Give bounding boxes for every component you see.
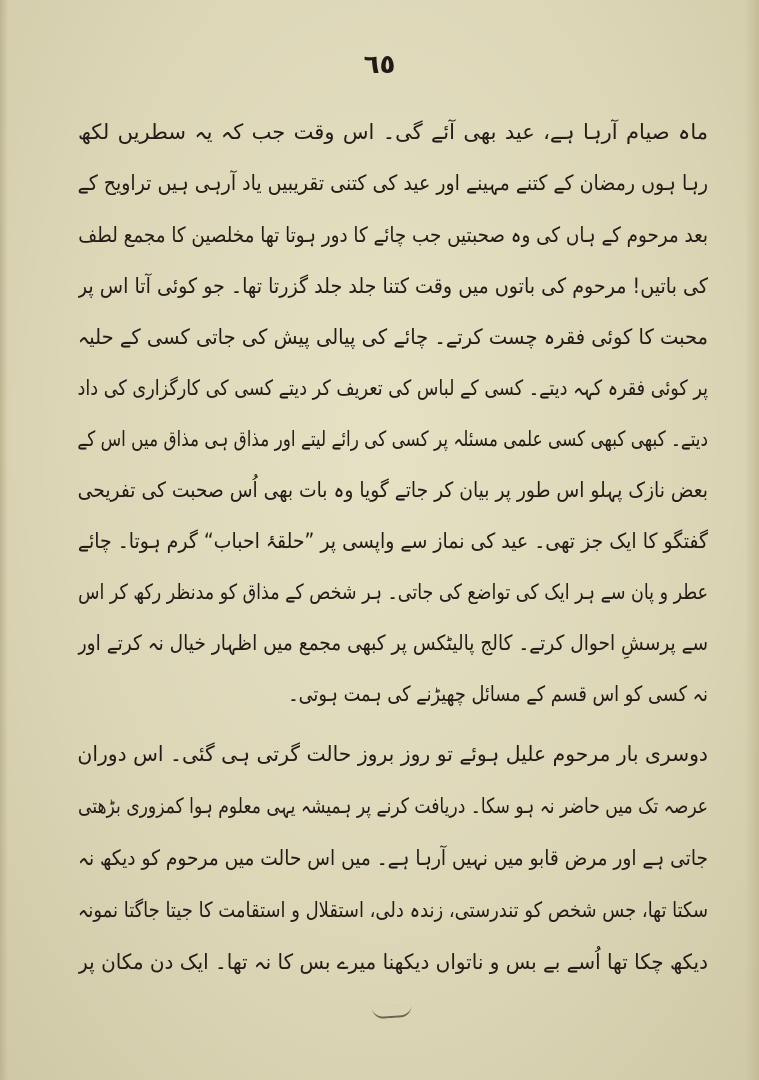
text-line: دیتے۔ کبھی کبھی کسی علمی مسئلہ پر کسی کی رائے لیتے اور مذاق ہی مذاق میں اس کے: [77, 427, 708, 451]
text-line: جاتی ہے اور مرض قابو میں نہیں آرہا ہے۔ میں اس حالت میں مرحوم کو دیکھ نہ: [78, 846, 708, 870]
page-edge-shadow-right: [745, 0, 759, 1080]
text-line: عطر و پان سے ہر ایک کی تواضع کی جاتی۔ ہر شخص کے مذاق کو مدنظر رکھ کر اس: [78, 580, 708, 604]
text-line: سکتا تھا، جس شخص کو تندرستی، زندہ دلی، استقلال و استقامت کا جیتا جاگتا نمونہ: [77, 898, 708, 922]
text-line: سے پرسشِ احوال کرتے۔ کالج پالیٹکس پر کبھی مجمع میں اظہار خیال نہ کرتے اور: [77, 631, 708, 655]
text-line: بعض نازک پہلو اس طور پر بیان کر جاتے گویا وہ بات بھی اُس صحبت کی تفریحی: [77, 478, 708, 502]
text-line: بعد مرحوم کے ہاں کی وہ صحبتیں جب چائے کا دور ہوتا تھا مخلصین کا مجمع لطف: [78, 223, 708, 247]
text-line: ماہ صیام آرہا ہے، عید بھی آئے گی۔ اس وقت جب کہ یہ سطریں لکھ: [78, 120, 708, 144]
text-line: رہا ہوں رمضان کے کتنے مہینے اور عید کی کتنی تقریبیں یاد آرہی ہیں تراویح کے: [77, 171, 708, 195]
text-line: محبت کا کوئی فقرہ چست کرتے۔ چائے کی پیالی پیش کی جاتی کسی کے حلیہ: [77, 325, 708, 349]
text-line: دیکھ چکا تھا اُسے بے بس و ناتواں دیکھنا میرے بس کا نہ تھا۔ ایک دن مکان پر: [78, 950, 708, 974]
text-line: پر کوئی فقرہ کہہ دیتے۔ کسی کے لباس کی تعریف کر دیتے کسی کی کارگزاری کی داد: [77, 376, 708, 400]
paragraph-1: [78, 112, 708, 712]
ink-mark: [372, 1005, 413, 1020]
text-line: نہ کسی کو اس قسم کے مسائل چھیڑنے کی ہمت ہوتی۔: [288, 682, 708, 706]
paragraph-2: [78, 734, 708, 994]
text-line: گفتگو کا ایک جز تھی۔ عید کی نماز سے واپسی پر ”حلقۂ احباب“ گرم ہوتا۔ چائے: [78, 529, 708, 553]
page-edge-shadow-left: [0, 0, 8, 1080]
text-line: دوسری بار مرحوم علیل ہوئے تو روز بروز حالت گرتی ہی گئی۔ اس دوران: [77, 742, 708, 766]
text-line: کی باتیں! مرحوم کی باتوں میں وقت کتنا جلد جلد گزرتا تھا۔ جو کوئی آتا اس پر: [78, 274, 708, 298]
page-number: ٦٥: [363, 50, 396, 80]
text-line: عرصہ تک میں حاضر نہ ہو سکا۔ دریافت کرنے پر ہمیشہ یہی معلوم ہوا کمزوری بڑھتی: [78, 794, 708, 818]
